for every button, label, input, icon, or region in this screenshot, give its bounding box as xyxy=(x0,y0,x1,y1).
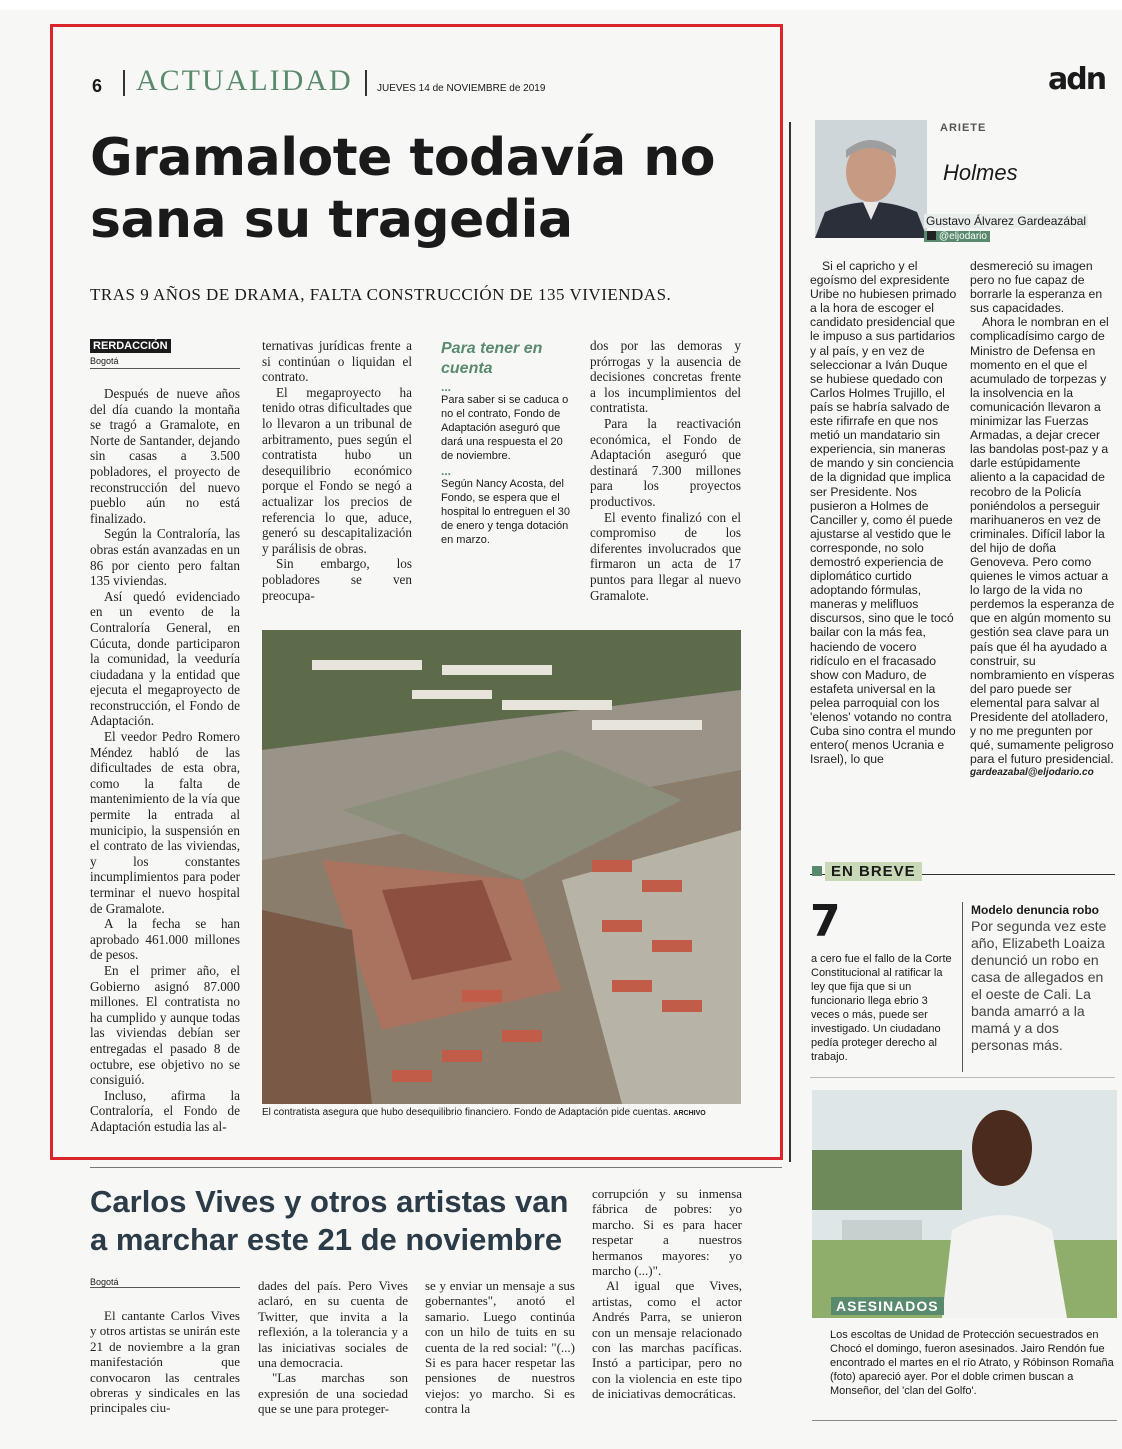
dateline-city: Bogotá xyxy=(90,356,119,366)
aerial-photo xyxy=(262,630,741,1104)
paragraph: El cantante Carlos Vives y otros artistas se unirán este 21 de noviembre a la gran manifestación que convocaron las centrales obreras y sindicales en las principales ciu- xyxy=(90,1308,240,1416)
second-column-3 xyxy=(425,1278,575,1417)
paragraph: A la fecha se han aprobado 461.000 millones de pesos. xyxy=(90,916,240,963)
caption-text: El contratista asegura que hubo desequilibrio financiero. Fondo de Adaptación pide cuentas. xyxy=(262,1107,671,1118)
paragraph: Ahora le nombran en el complicadísimo cargo de Ministro de Defensa en momento en el que el acumulado de torpezas y la insolvencia en la comunicación llevaron a minimizar las Fuerzas Armadas, a dejar crecer las bandolas post-paz y a darle estúpidamente aliento a la capacidad de recobro de la Policía poniéndolos a perseguir marihuaneros en vez de criminales. Difícil labor la del hijo de doña Genoveva. Pero como quienes le vimos actuar a lo largo de la vida no perdemos la esperanza de que en algún momento su gestión sea clave para un país que él ha ayudado a construir, su nombramiento en vísperas del paro puede ser elemental para salvar al Presidente del atolladero, y no me pregunten por qué, sumamente peligroso para el futuro presidencial. xyxy=(970,315,1115,767)
paragraph: El evento finalizó con el compromiso de los diferentes involucrados que firmaron un acta de 17 puntos para llegar al nuevo Gramalote. xyxy=(590,509,741,603)
columnist-photo xyxy=(815,120,927,238)
paragraph: desmereció su imagen pero no fue capaz de borrarle la esperanza en sus capacidades. xyxy=(970,259,1103,316)
twitter-handle[interactable] xyxy=(924,231,990,242)
column-divider xyxy=(789,122,791,1162)
paragraph: El veedor Pedro Romero Méndez habló de las dificultades de esta obra, como la falta de mantenimiento de la vía que permite la entrada al municipio, la suspensión en el contrato de las viviendas, y los constantes incumplimientos para poder terminar el nuevo hospital de Gramalote. xyxy=(90,729,240,916)
second-column-2 xyxy=(258,1278,408,1417)
photo-label: ASESINADOS xyxy=(831,1297,944,1315)
columnist-name: Gustavo Álvarez Gardeazábal xyxy=(926,214,1087,228)
newspaper-logo: adn xyxy=(1048,62,1106,97)
second-headline: Carlos Vives y otros artistas van a marchar este 21 de noviembre xyxy=(90,1184,569,1257)
columnist-email[interactable]: gardeazabal@eljodario.co xyxy=(970,767,1094,779)
divider xyxy=(812,1420,1117,1421)
second-column-4 xyxy=(592,1186,742,1402)
main-column-2 xyxy=(262,338,412,603)
top-strip xyxy=(0,0,1122,10)
dateline-city: Bogotá xyxy=(90,1277,119,1287)
brief-item-title: Modelo denuncia robo xyxy=(971,903,1099,917)
divider xyxy=(90,368,240,369)
bullet-dots: ... xyxy=(441,380,452,394)
info-box-item: Para saber si se caduca o no el contrato, Fondo de Adaptación aseguró que dará una respuesta el 20 de noviembre. xyxy=(441,394,569,462)
paragraph: dades del país. Pero Vives aclaró, en su cuenta de Twitter, que invita a la reflexión, a la tolerancia y a las iniciativas sociales de una democracia. xyxy=(258,1278,408,1371)
divider xyxy=(90,1287,240,1288)
paragraph: Según la Contraloría, las obras están avanzadas en un 86 por ciento pero faltan 135 viviendas. xyxy=(90,526,240,589)
brief-section-title: EN BREVE xyxy=(825,862,922,881)
paragraph: Si el capricho y el egoísmo del expresidente Uribe no hubiesen primado a la hora de escoger el candidato presidencial que le impuso a sus partidarios y al país, y en vez de seleccionar a Iván Duque se hubiese quedado con Carlos Holmes Trujillo, el país se habría salvado de este rifirrafe en que nos metió un mandatario sin experiencia, sin maneras de mando y sin conciencia de la dignidad que implica ser Presidente. Nos pusieron a Holmes de Canciller y, como él puede ajustarse al vestido que le corresponde, no solo demostró experiencia de diplomático curtido adoptando fórmulas, maneras y melifluos discursos, sino que le tocó bailar con la más fea, haciendo de vocero ridículo en el fracasado show con Maduro, de estafeta universal en la pelea parroquial con los 'elenos' votando no contra Cuba sino contra el mundo entero( menos Ucrania e Israel), lo que xyxy=(810,259,957,767)
divider xyxy=(365,70,367,96)
brief-item-text: Por segunda vez este año, Elizabeth Loaiza denunció un robo en casa de allegados en el oeste de Cali. La banda amarró a la mamá y a dos personas más. xyxy=(971,918,1107,1053)
section-title: ACTUALIDAD xyxy=(136,64,353,97)
divider xyxy=(90,1167,782,1168)
handle-text: @eljodario xyxy=(939,231,987,242)
photo-caption xyxy=(262,1107,741,1118)
opinion-column-2 xyxy=(970,259,1116,780)
paragraph: Después de nueve años del día cuando la montaña se tragó a Gramalote, en Norte de Santander, dejando sin casas a 3.500 pobladores, el proyecto de reconstrucción del nuevo pueblo aún no está finalizado. xyxy=(90,386,240,526)
paragraph: Sin embargo, los pobladores se ven preocupa- xyxy=(262,556,412,603)
byline: RERDACCIÓN xyxy=(90,339,171,353)
paragraph: El megaproyecto ha tenido otras dificultades que lo llevaron a un tribunal de arbitramento, pues según el contratista hubo un desequilibrio económico porque el Fondo se negó a actualizar los precios de referencia lo que, aduce, generó su descapitalización y parálisis de obras. xyxy=(262,384,412,556)
opinion-column-1 xyxy=(810,259,958,766)
victim-photo xyxy=(812,1090,1117,1318)
section-marker xyxy=(812,866,822,876)
paragraph: "Las marchas son expresión de una sociedad que se une para proteger- xyxy=(258,1370,408,1417)
info-box-title: Para tener en cuenta xyxy=(441,340,543,377)
paragraph: ternativas jurídicas frente a si continúan o liquidan el contrato. xyxy=(262,338,412,385)
paragraph: Incluso, afirma la Contraloría, el Fondo de Adaptación estudia las al- xyxy=(90,1087,240,1134)
column-label: ARIETE xyxy=(940,122,987,134)
page-number: 6 xyxy=(92,76,103,96)
brief-number-text: a cero fue el fallo de la Corte Constitucional al ratificar la ley que fija que si un funcionario llega ebrio 3 veces o más, puede ser investigado. Un ciudadano pedía proteger derecho al trabajo. xyxy=(811,953,952,1063)
photo-caption: Los escoltas de Unidad de Protección secuestrados en Chocó el domingo, fueron asesinados. Jairo Rendón fue encontrado el martes en el río Atrato, y Róbinson Romaña (foto) apareció ayer. Por el doble crimen buscan a Monseñor, del 'clan del Golfo'. xyxy=(830,1329,1114,1397)
bullet-dots: ... xyxy=(441,464,452,478)
paragraph: dos por las demoras y prórrogas y la ausencia de decisiones concretas frente a los incumplimientos del contratista. xyxy=(590,338,741,416)
column-title: Holmes xyxy=(943,160,1018,185)
paragraph: Al igual que Vives, artistas, como el actor Andrés Parra, se unieron con un mensaje relacionado con las marchas pacíficas. Instó a participar, pero no con la violencia en este tipo de iniciativas democráticas. xyxy=(592,1278,742,1402)
divider xyxy=(123,70,125,96)
main-headline: Gramalote todavía no sana su tragedia xyxy=(90,128,716,250)
paragraph: Así quedó evidenciado en un evento de la Contraloría General, en Cúcuta, donde participaron la comunidad, la veeduría ciudadana y la entidad que ejecuta el megaproyecto de reconstrucción, el Fondo de Adaptación. xyxy=(90,588,240,729)
divider xyxy=(962,902,963,1072)
caption-credit: ARCHIVO xyxy=(673,1110,706,1117)
paragraph: En el primer año, el Gobierno asignó 87.000 millones. El contratista no ha cumplido y aunque todas las viviendas debían ser entregadas el pasado 8 de octubre, ese objetivo no se consiguió. xyxy=(90,962,240,1088)
main-subhead: TRAS 9 AÑOS DE DRAMA, FALTA CONSTRUCCIÓN DE 135 VIVIENDAS. xyxy=(90,285,672,304)
main-column-1 xyxy=(90,386,240,1135)
main-column-4 xyxy=(590,338,741,603)
divider xyxy=(810,1077,1115,1078)
paragraph: Para la reactivación económica, el Fondo de Adaptación aseguró que destinará 7.300 millones para los proyectos productivos. xyxy=(590,415,741,509)
info-box xyxy=(441,339,577,551)
twitter-icon xyxy=(927,231,936,240)
issue-date: JUEVES 14 de NOVIEMBRE de 2019 xyxy=(377,83,546,94)
paragraph: se y enviar un mensaje a sus gobernantes", anotó el samario. Luego continúa con un hilo de tuits en su cuenta de la red social: "(...) Si es para hacer respetar las pensiones de nuestros viejos: yo marcho. Si es contra la xyxy=(425,1278,575,1417)
paragraph: corrupción y su inmensa fábrica de pobres: yo marcho. Si es para hacer respetar a nuestros hermanos mayores: yo marcho (...)". xyxy=(592,1186,742,1279)
second-column-1 xyxy=(90,1308,240,1416)
brief-number: 7 xyxy=(810,896,841,947)
info-box-item: Según Nancy Acosta, del Fondo, se espera que el hospital lo entreguen el 30 de enero y tenga dotación en marzo. xyxy=(441,478,571,546)
